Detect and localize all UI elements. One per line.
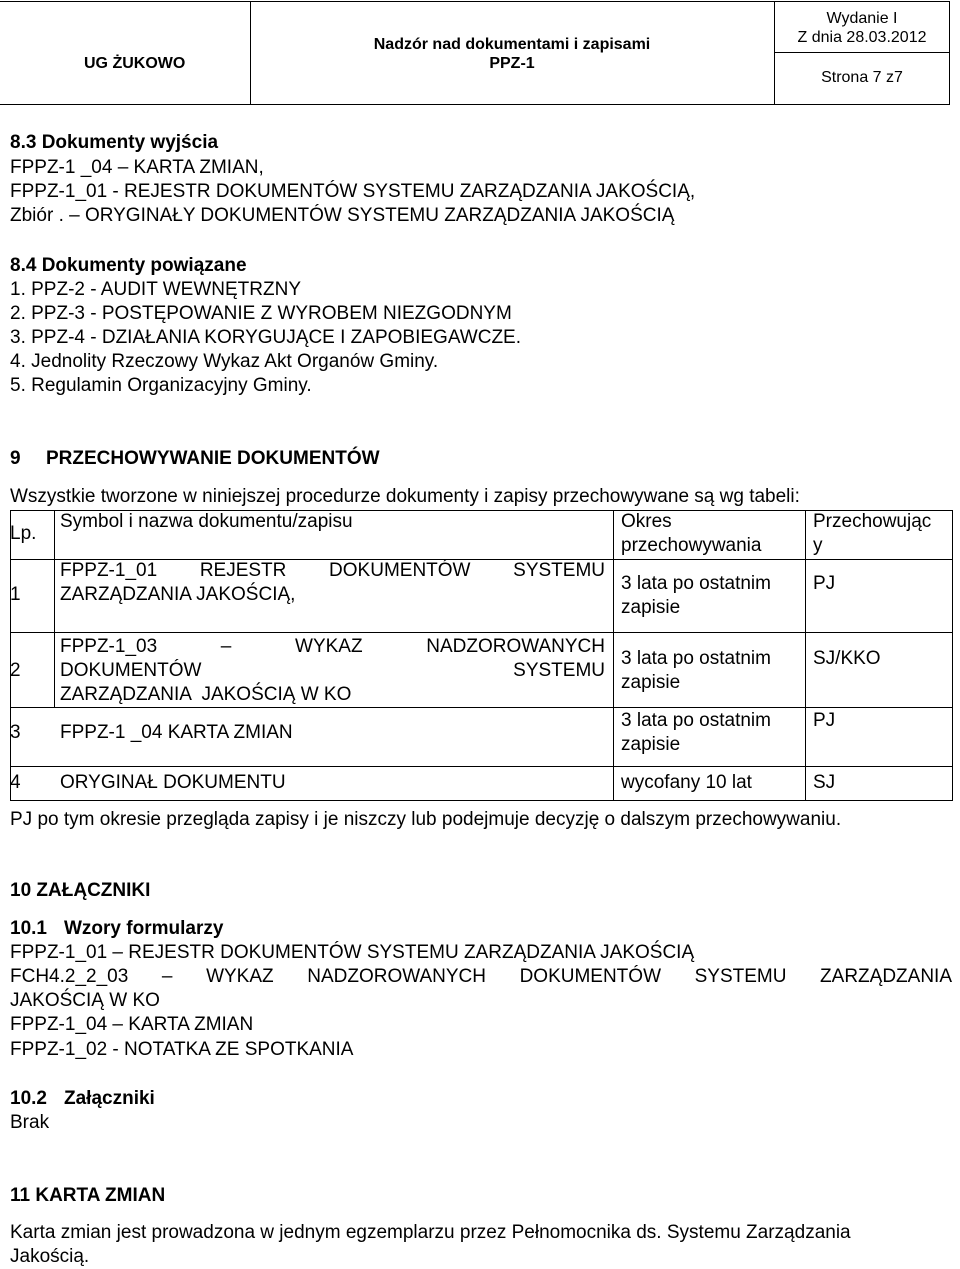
table-header-przechowujacy-2: y [813,535,823,556]
cell-symbol-line2 [60,660,605,682]
cell-okres: 3 lata po ostatnim [621,648,771,669]
cell-okres: 3 lata po ostatnim [621,573,771,594]
table-header-przechowujacy: Przechowując [813,511,932,532]
word: DOKUMENTÓW [519,966,661,987]
word: WYKAZ [295,636,363,657]
word: FPPZ-1_01 [60,560,158,581]
table-header-okres-2: przechowywania [621,535,762,556]
cell-symbol [60,636,605,658]
cell-symbol-line3: ZARZĄDZANIA JAKOŚCIĄ W KO [60,684,352,705]
header-title: Nadzór nad dokumentami i zapisami [373,36,651,53]
form-item: FPPZ-1_04 – KARTA ZMIAN [10,1014,254,1035]
section-10-1-num: 10.1 [10,918,47,939]
section-8-4-heading: 8.4 Dokumenty powiązane [10,255,247,276]
table-header-symbol: Symbol i nazwa dokumentu/zapisu [60,511,353,532]
cell-okres-2: zapisie [621,597,681,618]
section-11-heading: 11 KARTA ZMIAN [10,1185,166,1206]
cell-symbol: ORYGINAŁ DOKUMENTU [60,772,286,793]
cell-przechowujacy: PJ [813,573,836,594]
cell-lp: 2 [10,660,21,681]
header-edition: Wydanie I [826,10,898,27]
list-item: Zbiór . – ORYGINAŁY DOKUMENTÓW SYSTEMU ZARZĄDZANIA JAKOŚCIĄ [10,205,675,226]
section-10-heading: 10 ZAŁĄCZNIKI [10,880,151,901]
cell-okres: wycofany 10 lat [621,772,752,793]
cell-okres-2: zapisie [621,734,681,755]
word: WYKAZ [206,966,274,987]
form-item-continued: JAKOŚCIĄ W KO [10,990,160,1011]
section-10-1-title: Wzory formularzy [64,918,224,939]
word: DOKUMENTÓW [329,560,471,581]
word: SYSTEMU [513,560,605,581]
cell-okres-2: zapisie [621,672,681,693]
section-9-note: PJ po tym okresie przegląda zapisy i je niszczy lub podejmuje decyzję o dalszym przechowywaniu. [10,809,842,830]
cell-lp: 1 [10,584,21,605]
word: SYSTEMU [513,660,605,681]
cell-okres: 3 lata po ostatnim [621,710,771,731]
cell-symbol [60,560,605,582]
cell-przechowujacy: SJ/KKO [813,648,881,669]
table-header-okres: Okres [621,511,672,532]
word: REJESTR [199,560,287,581]
list-item: FPPZ-1 _04 – KARTA ZMIAN, [10,157,264,178]
section-11-text: Karta zmian jest prowadzona w jednym egzemplarzu przez Pełnomocnika ds. Systemu Zarządzania [10,1222,851,1243]
cell-przechowujacy: SJ [813,772,836,793]
section-8-3-heading: 8.3 Dokumenty wyjścia [10,132,219,153]
word: FPPZ-1_03 [60,636,158,657]
header-date: Z dnia 28.03.2012 [797,29,927,46]
header-org: UG ŻUKOWO [84,55,186,72]
form-item: FPPZ-1_01 – REJESTR DOKUMENTÓW SYSTEMU ZARZĄDZANIA JAKOŚCIĄ [10,942,695,963]
section-10-2-num: 10.2 [10,1088,47,1109]
list-item: FPPZ-1_01 - REJESTR DOKUMENTÓW SYSTEMU ZARZĄDZANIA JAKOŚCIĄ, [10,181,696,202]
section-9-num: 9 [10,448,21,469]
word: ZARZĄDZANIA [820,966,952,987]
word: FCH4.2_2_03 [10,966,129,987]
table-header-lp: Lp. [10,523,37,544]
list-item: 4. Jednolity Rzeczowy Wykaz Akt Organów Gminy. [10,351,439,372]
section-10-2-title: Załączniki [64,1088,155,1109]
section-11-text-2: Jakością. [10,1246,90,1267]
word: NADZOROWANYCH [426,636,605,657]
list-item: 1. PPZ-2 - AUDIT WEWNĘTRZNY [10,279,302,300]
cell-lp: 4 [10,772,21,793]
list-item: 3. PPZ-4 - DZIAŁANIA KORYGUJĄCE I ZAPOBIEGAWCZE. [10,327,521,348]
form-item: FPPZ-1_02 - NOTATKA ZE SPOTKANIA [10,1039,354,1060]
header-page: Strona 7 z7 [821,69,903,86]
list-item: 5. Regulamin Organizacyjny Gminy. [10,375,312,396]
word: – [220,636,232,657]
section-9-intro: Wszystkie tworzone w niniejszej procedurze dokumenty i zapisy przechowywane są wg tabeli: [10,486,800,507]
word: – [161,966,173,987]
cell-symbol-line2: ZARZĄDZANIA JAKOŚCIĄ, [60,584,296,605]
form-item [10,966,952,988]
word: SYSTEMU [694,966,787,987]
section-9-heading: PRZECHOWYWANIE DOKUMENTÓW [46,448,380,469]
section-10-2-text: Brak [10,1112,50,1133]
cell-przechowujacy: PJ [813,710,836,731]
header-code: PPZ-1 [489,55,535,72]
word: NADZOROWANYCH [307,966,486,987]
cell-symbol: FPPZ-1 _04 KARTA ZMIAN [60,722,293,743]
cell-lp: 3 [10,722,21,743]
word: DOKUMENTÓW [60,660,202,681]
list-item: 2. PPZ-3 - POSTĘPOWANIE Z WYROBEM NIEZGODNYM [10,303,512,324]
